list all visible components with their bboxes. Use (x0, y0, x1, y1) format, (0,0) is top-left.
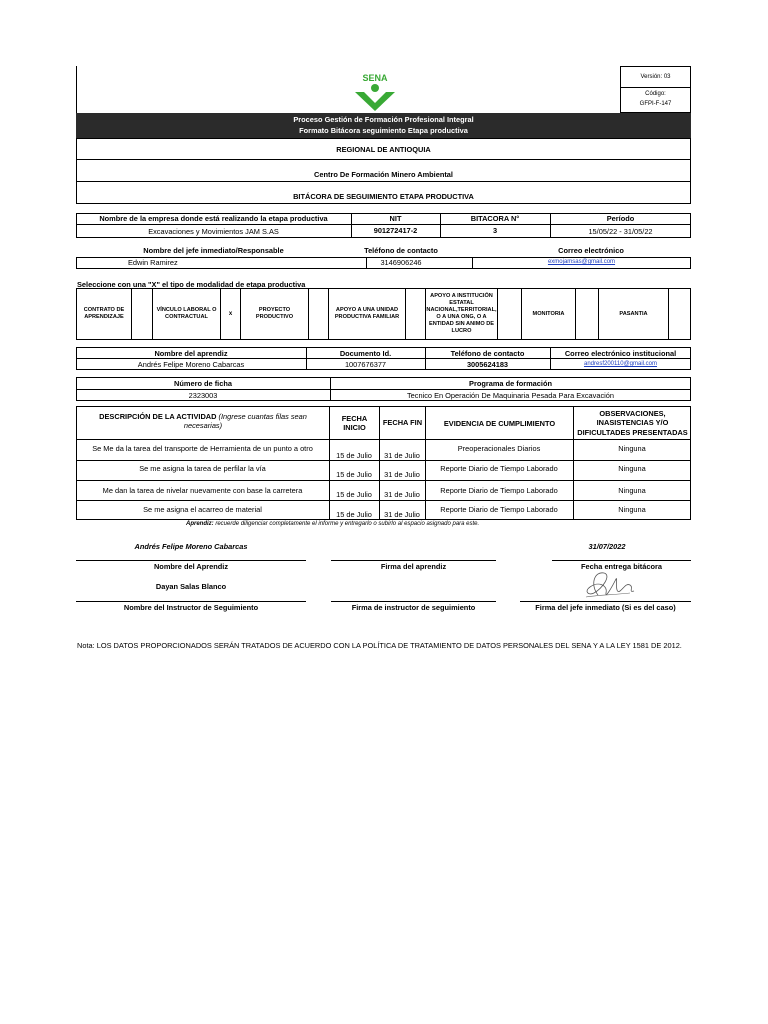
actividad-descripcion-title: DESCRIPCIÓN DE LA ACTIVIDAD (99, 412, 217, 421)
actividad-row-3-fin: 31 de Julio (384, 510, 420, 519)
code-value: GFPI-F-147 (639, 101, 672, 107)
modalidad-institucion-checkbox[interactable] (498, 288, 521, 340)
aprendiz-documento: 1007676377 (344, 360, 387, 369)
aprendiz-nombre: Andrés Felipe Moreno Cabarcas (137, 360, 245, 369)
empresa-periodo-header: Período (606, 214, 635, 223)
actividad-descripcion-header (86, 412, 320, 431)
act-row-div-1 (76, 460, 691, 461)
modalidad-prompt: Seleccione con una "X" el tipo de modalidad de etapa productiva (77, 280, 306, 289)
label-firma-instructor: Firma de instructor de seguimiento (351, 603, 476, 612)
jefe-nombre-header: Nombre del jefe inmediato/Responsable (143, 246, 284, 255)
form-title-row (76, 182, 691, 204)
empresa-periodo: 15/05/22 - 31/05/22 (588, 227, 653, 236)
actividad-row-0-inicio: 15 de Julio (336, 451, 372, 460)
programa-value: Tecnico En Operación De Maquinaria Pesada Para Excavación (406, 391, 615, 400)
jefe-nombre: Edwin Ramirez (128, 258, 178, 267)
form-title: BITÁCORA DE SEGUIMIENTO ETAPA PRODUCTIVA (293, 192, 474, 201)
line-firma-instructor (331, 601, 496, 602)
actividad-row-1-inicio: 15 de Julio (336, 470, 372, 479)
banner-line-2: Formato Bitácora seguimiento Etapa productiva (299, 126, 468, 135)
ficha-value: 2323003 (188, 391, 218, 400)
actividad-row-2-inicio: 15 de Julio (336, 490, 372, 499)
actividad-row-0-fin: 31 de Julio (384, 451, 420, 460)
line-firma-jefe (520, 601, 691, 602)
modalidad-familiar: APOYO A UNA UNIDAD PRODUCTIVA FAMILIAR (334, 307, 400, 320)
line-nombre-instructor (76, 601, 306, 602)
actividad-row-0-evidencia: Preoperacionales Diarios (457, 444, 541, 453)
actividad-row-2-observaciones: Ninguna (618, 486, 646, 495)
actividad-row-3-evidencia: Reporte Diario de Tiempo Laborado (440, 505, 558, 514)
actividad-observaciones-header: OBSERVACIONES, INASISTENCIAS Y/O DIFICULTADES PRESENTADAS (577, 409, 688, 437)
actividad-row-0-descripcion: Se Me da la tarea del transporte de Herramienta de un punto a otro (92, 444, 313, 453)
firma-jefe-signature (568, 565, 640, 605)
label-firma-aprendiz: Firma del aprendiz (380, 562, 447, 571)
reminder-label: Aprendiz: (186, 521, 214, 527)
code-label: Código: (645, 91, 666, 97)
empresa-bitacora: 3 (492, 226, 498, 235)
modalidad-pasantia: PASANTIA (619, 310, 648, 317)
modalidad-pasantia-checkbox[interactable] (669, 288, 691, 340)
reminder-text: recuerde diligenciar completamente el informe y entregarlo o subirlo al espacio asignado para este. (215, 521, 480, 527)
modalidad-monitoria: MONITORIA (532, 310, 565, 317)
logo-text: SENA (362, 73, 388, 83)
signature-icon (568, 565, 640, 605)
header-banner (76, 113, 691, 138)
ficha-divider (76, 389, 691, 390)
label-fecha-entrega: Fecha entrega bitácora (581, 562, 662, 571)
line-nombre-aprendiz (76, 560, 306, 561)
jefe-correo-link[interactable]: exmojamsas@gmail.com (547, 259, 616, 265)
firma-instructor-nombre: Dayan Salas Blanco (155, 582, 227, 591)
empresa-nit: 901272417-2 (373, 226, 418, 235)
programa-header: Programa de formación (469, 379, 552, 388)
version-label: Versión: 03 (621, 67, 690, 88)
line-firma-aprendiz (331, 560, 496, 561)
actividad-row-1-fin: 31 de Julio (384, 470, 420, 479)
firma-aprendiz-nombre: Andrés Felipe Moreno Cabarcas (134, 542, 248, 551)
modalidad-institucion: APOYO A INSTITUCIÓN ESTATAL NACIONAL,TERRITORIAL, O A UNA ONG, O A ENTIDAD SIN ANIMO DE LUCRO (426, 293, 497, 334)
firma-fecha: 31/07/2022 (588, 542, 626, 551)
banner-line-1: Proceso Gestión de Formación Profesional Integral (293, 115, 474, 124)
centro-text: Centro De Formación Minero Ambiental (314, 170, 453, 179)
actividad-row-1-observaciones: Ninguna (618, 464, 646, 473)
actividad-row-1-evidencia: Reporte Diario de Tiempo Laborado (440, 464, 558, 473)
actividad-row-2-evidencia: Reporte Diario de Tiempo Laborado (440, 486, 558, 495)
actividad-row-3-observaciones: Ninguna (618, 505, 646, 514)
aprendiz-correo-header: Correo electrónico institucional (564, 349, 677, 358)
aprendiz-divider (76, 358, 691, 359)
actividad-row-3-descripcion: Se me asigna el acarreo de material (143, 505, 262, 514)
aprendiz-nombre-header: Nombre del aprendiz (154, 349, 228, 358)
actividad-row-2-fin: 31 de Julio (384, 490, 420, 499)
act-row-div-3 (76, 500, 691, 501)
act-row-div-2 (76, 480, 691, 481)
nota-datos-personales: Nota: LOS DATOS PROPORCIONADOS SERÁN TRATADOS DE ACUERDO CON LA POLÍTICA DE TRATAMIENTO DE DATOS PERSONALES DEL SENA Y A LA LEY 1581 DE 2012. (77, 641, 682, 650)
modalidad-monitoria-checkbox[interactable] (576, 288, 598, 340)
centro-row (76, 160, 691, 182)
modalidad-contrato-checkbox[interactable] (132, 288, 152, 340)
version-box (620, 66, 691, 113)
label-firma-jefe: Firma del jefe inmediato (Si es del caso) (535, 603, 676, 612)
actividad-inicio-header: FECHA INICIO (341, 413, 368, 432)
line-fecha-entrega (552, 560, 691, 561)
empresa-bitacora-header: BITACORA N° (470, 214, 520, 223)
modalidad-proyecto: PROYECTO PRODUCTIVO (255, 307, 294, 320)
sena-logo-icon (350, 70, 400, 112)
jefe-correo-header: Correo electrónico (558, 246, 624, 255)
label-nombre-aprendiz: Nombre del Aprendiz (153, 562, 229, 571)
actividad-evidencia-header: EVIDENCIA DE CUMPLIMIENTO (443, 418, 556, 428)
empresa-nombre-header: Nombre de la empresa donde está realizando la etapa productiva (99, 214, 328, 223)
aprendiz-telefono-header: Teléfono de contacto (450, 349, 525, 358)
modalidad-familiar-checkbox[interactable] (406, 288, 425, 340)
modalidad-vinculo-checkbox[interactable]: x (228, 311, 233, 317)
actividad-fin-header: FECHA FIN (382, 418, 423, 428)
actividad-row-3-inicio: 15 de Julio (336, 510, 372, 519)
aprendiz-correo-link[interactable]: andresf200110@gmail.com (583, 361, 658, 367)
reminder-note (186, 521, 479, 527)
empresa-nombre: Excavaciones y Movimientos JAM S.AS (148, 227, 279, 236)
actividad-row-1-descripcion: Se me asigna la tarea de perfilar la vía (139, 464, 266, 473)
empresa-nit-header: NIT (389, 214, 402, 223)
ficha-header: Número de ficha (174, 379, 232, 388)
actividad-row-0-observaciones: Ninguna (618, 444, 646, 453)
aprendiz-telefono: 3005624183 (466, 360, 509, 369)
jefe-telefono-header: Teléfono de contacto (364, 246, 438, 255)
actividad-row-2-descripcion: Me dan la tarea de nivelar nuevamente con base la carretera (102, 486, 303, 495)
regional-text: REGIONAL DE ANTIOQUIA (336, 144, 431, 154)
jefe-telefono: 3146906246 (380, 258, 422, 267)
modalidad-contrato: CONTRATO DE APRENDIZAJE (83, 307, 125, 320)
empresa-divider (76, 224, 691, 225)
modalidad-proyecto-checkbox[interactable] (309, 288, 328, 340)
modalidad-vinculo: VÍNCULO LABORAL O CONTRACTUAL (156, 307, 217, 320)
label-nombre-instructor: Nombre del Instructor de Seguimiento (123, 603, 259, 612)
actividad-descripcion-note: (Ingrese cuantas filas sean necesarias) (183, 412, 307, 431)
regional-row (76, 138, 691, 160)
sena-logo (350, 70, 400, 112)
aprendiz-documento-header: Documento Id. (339, 349, 392, 358)
